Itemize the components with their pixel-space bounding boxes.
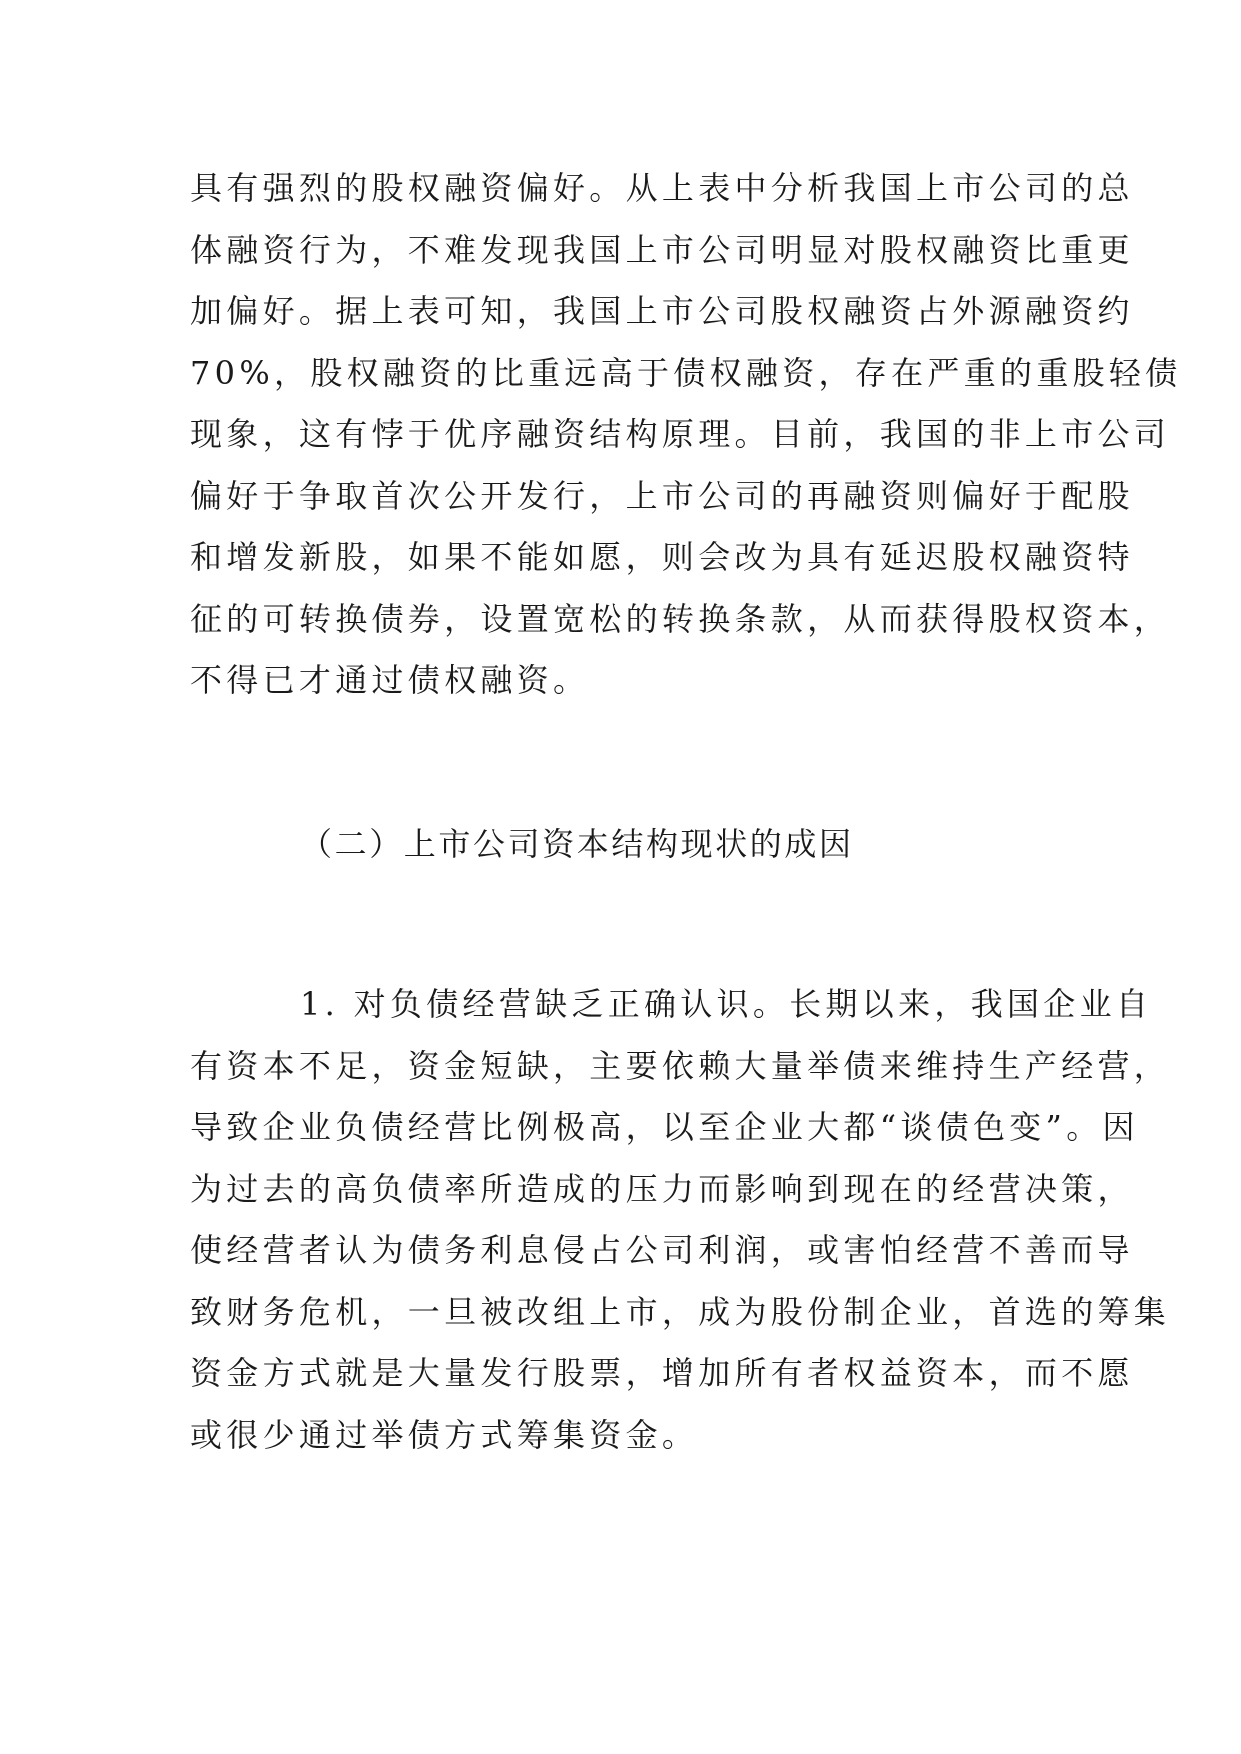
paragraph-line: 征的可转换债券，设置宽松的转换条款，从而获得股权资本， <box>190 600 1171 638</box>
paragraph-line: 使经营者认为债务利息侵占公司利润，或害怕经营不善而导 <box>190 1231 1134 1269</box>
paragraph-line: 体融资行为，不难发现我国上市公司明显对股权融资比重更 <box>190 231 1134 269</box>
paragraph-line: 70%，股权融资的比重远高于债权融资，存在严重的重股轻债 <box>190 354 1182 392</box>
paragraph-line: 资金方式就是大量发行股票，增加所有者权益资本，而不愿 <box>190 1354 1134 1392</box>
section-heading: （二）上市公司资本结构现状的成因 <box>300 825 854 863</box>
paragraph-line: 致财务危机，一旦被改组上市，成为股份制企业，首选的筹集 <box>190 1293 1171 1331</box>
paragraph-line: 现象，这有悖于优序融资结构原理。目前，我国的非上市公司 <box>190 415 1171 453</box>
paragraph-line: 不得已才通过债权融资。 <box>190 661 590 699</box>
paragraph-line: 加偏好。据上表可知，我国上市公司股权融资占外源融资约 <box>190 292 1134 330</box>
paragraph-line: 或很少通过举债方式筹集资金。 <box>190 1416 699 1454</box>
paragraph-line: 具有强烈的股权融资偏好。从上表中分析我国上市公司的总 <box>190 169 1134 207</box>
paragraph-line: 为过去的高负债率所造成的压力而影响到现在的经营决策， <box>190 1170 1134 1208</box>
paragraph-line: 和增发新股，如果不能如愿，则会改为具有延迟股权融资特 <box>190 538 1134 576</box>
paragraph-line: 导致企业负债经营比例极高，以至企业大都“谈债色变”。因 <box>190 1108 1139 1146</box>
paragraph-line: 1. 对负债经营缺乏正确认识。长期以来，我国企业自 <box>300 985 1153 1023</box>
paragraph-line: 有资本不足，资金短缺，主要依赖大量举债来维持生产经营， <box>190 1047 1171 1085</box>
paragraph-line: 偏好于争取首次公开发行，上市公司的再融资则偏好于配股 <box>190 477 1134 515</box>
